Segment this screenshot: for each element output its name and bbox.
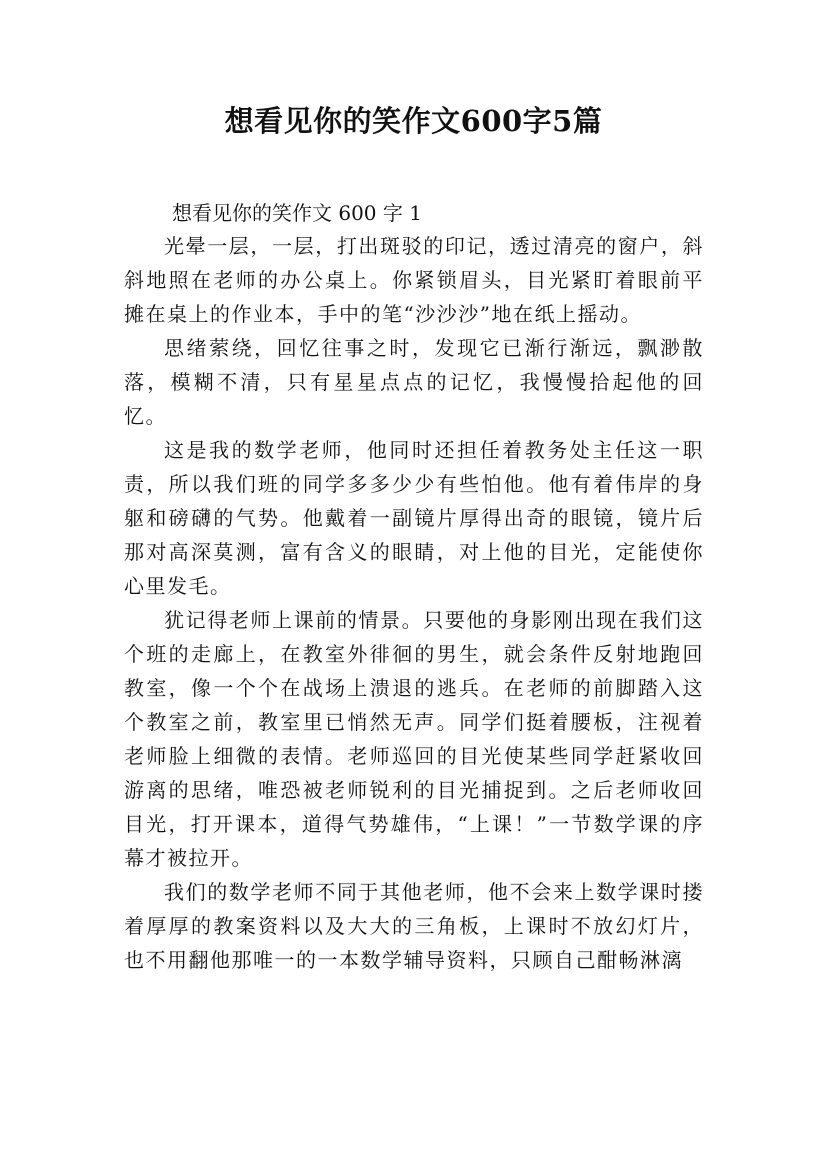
essay-body — [124, 229, 704, 977]
paragraph-5: 我们的数学老师不同于其他老师，他不会来上数学课时搂着厚厚的教案资料以及大大的三角板，上课时不放幻灯片，也不用翻他那唯一的一本数学辅导资料，只顾自己酣畅淋漓 — [124, 880, 704, 972]
paragraph-2: 思绪萦绕，回忆往事之时，发现它已渐行渐远，飘渺散落，模糊不清，只有星星点点的记忆，我慢慢拾起他的回忆。 — [124, 336, 704, 428]
paragraph-3: 这是我的数学老师，他同时还担任着教务处主任这一职责，所以我们班的同学多多少少有些怕他。他有着伟岸的身躯和磅礴的气势。他戴着一副镜片厚得出奇的眼镜，镜片后那对高深莫测，富有含义的眼睛，对上他的目光，定能使你心里发毛。 — [124, 438, 704, 598]
paragraph-4: 犹记得老师上课前的情景。只要他的身影刚出现在我们这个班的走廊上，在教室外徘徊的男生，就会条件反射地跑回教室，像一个个在战场上溃退的逃兵。在老师的前脚踏入这个教室之前，教室里已悄然无声。同学们挺着腰板，注视着老师脸上细微的表情。老师巡回的目光使某些同学赶紧收回游离的思绪，唯恐被老师锐利的目光捕捉到。之后老师收回目光，打开课本，道得气势雄伟，“上课！”一节数学课的序幕才被拉开。 — [124, 608, 704, 870]
section-heading: 想看见你的笑作文 600 字 1 — [172, 201, 422, 225]
document-title: 想看见你的笑作文600字5篇 — [224, 104, 603, 138]
paragraph-1: 光晕一层，一层，打出斑驳的印记，透过清亮的窗户，斜斜地照在老师的办公桌上。你紧锁眉头，目光紧盯着眼前平摊在桌上的作业本，手中的笔“沙沙沙”地在纸上摇动。 — [124, 234, 704, 326]
